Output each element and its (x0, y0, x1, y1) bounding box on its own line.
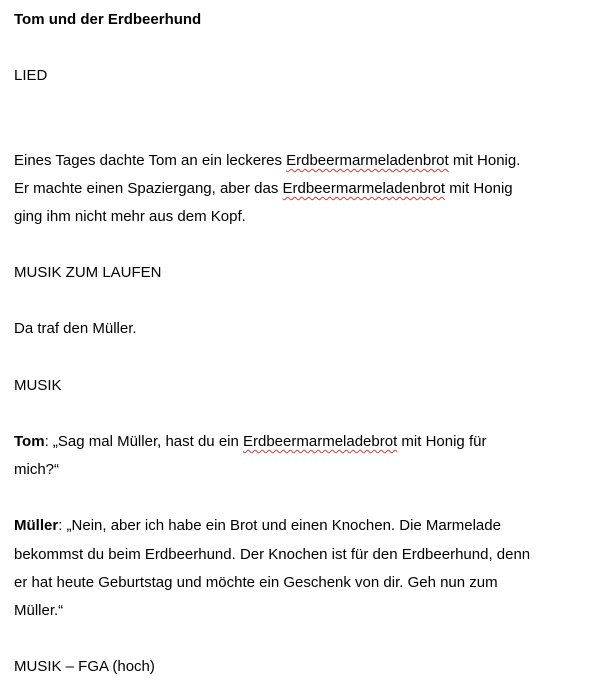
narration-line-2 (14, 180, 513, 198)
cue-musik: MUSIK (14, 377, 62, 394)
narration-text: mit Honig. (448, 152, 521, 169)
tom-dialogue-line-2: mich?“ (14, 461, 60, 478)
mueller-dialogue-line-3: er hat heute Geburtstag und möchte ein Geschenk von dir. Geh nun zum (14, 574, 498, 591)
narration-text: Er machte einen Spaziergang, aber das (14, 180, 283, 197)
spellcheck-word[interactable]: Erdbeermarmeladenbrot (282, 180, 446, 197)
narration-text: mit Honig (445, 180, 513, 197)
speaker-tom: Tom (14, 433, 45, 450)
mueller-dialogue-line-4: Müller.“ (14, 602, 64, 619)
spellcheck-word[interactable]: Erdbeermarmeladebrot (243, 433, 398, 450)
cue-lied: LIED (14, 67, 48, 84)
mueller-dialogue-line-2: bekommst du beim Erdbeerhund. Der Knochen ist für den Erdbeerhund, denn (14, 546, 531, 563)
speaker-colon: : (44, 433, 53, 450)
speaker-colon: : (58, 517, 67, 534)
narration-line-1 (14, 152, 520, 170)
document-title: Tom und der Erdbeerhund (14, 11, 202, 28)
dialogue-text: „Sag mal Müller, hast du ein (52, 433, 243, 450)
narration-line-3: ging ihm nicht mehr aus dem Kopf. (14, 208, 246, 225)
line-mueller: Da traf den Müller. (14, 320, 137, 337)
cue-musik-laufen: MUSIK ZUM LAUFEN (14, 264, 162, 281)
tom-dialogue-line-1 (14, 433, 486, 451)
spellcheck-word[interactable]: Erdbeermarmeladenbrot (286, 152, 449, 169)
narration-text: Eines Tages dachte Tom an ein leckeres (14, 152, 287, 169)
mueller-dialogue-line-1 (14, 517, 501, 535)
cue-musik-fga: MUSIK – FGA (hoch) (14, 658, 155, 675)
dialogue-text: mit Honig für (397, 433, 487, 450)
speaker-mueller: Müller (14, 517, 59, 534)
dialogue-text: „Nein, aber ich habe ein Brot und einen Knochen. Die Marmelade (66, 517, 501, 534)
